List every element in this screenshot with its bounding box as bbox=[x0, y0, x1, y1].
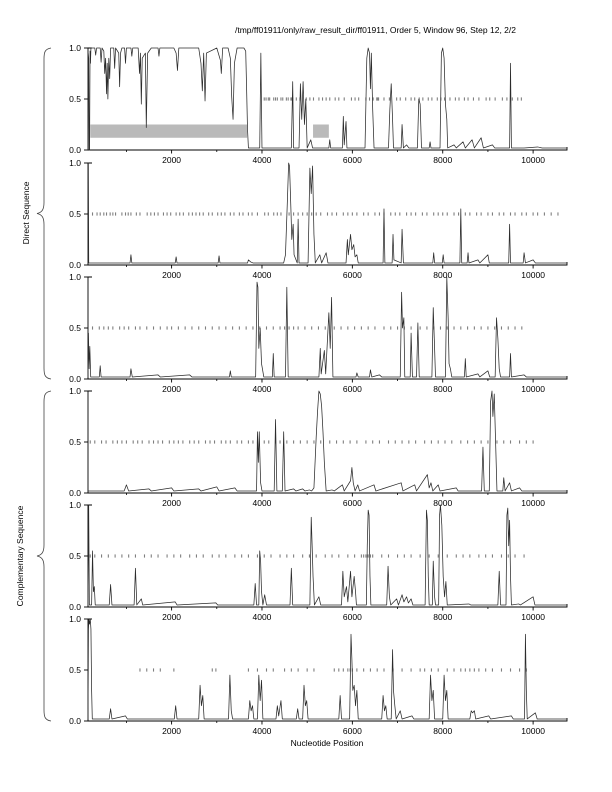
x-tick-label: 10000 bbox=[521, 155, 545, 165]
y-tick-label: 0.0 bbox=[69, 488, 81, 498]
x-tick-label: 4000 bbox=[252, 726, 272, 736]
x-tick-label: 6000 bbox=[342, 498, 362, 508]
panel-direct-frame-2 bbox=[69, 158, 567, 280]
x-tick-label: 4000 bbox=[252, 498, 272, 508]
y-tick-label: 0.5 bbox=[69, 665, 81, 675]
panel-direct-frame-3 bbox=[69, 272, 567, 394]
x-tick-label: 2000 bbox=[162, 498, 182, 508]
x-tick-label: 8000 bbox=[433, 498, 453, 508]
y-tick-label: 1.0 bbox=[69, 158, 81, 168]
codon-markers bbox=[93, 326, 522, 329]
panel-direct-frame-1 bbox=[69, 43, 567, 165]
x-tick-label: 8000 bbox=[433, 270, 453, 280]
x-tick-label: 10000 bbox=[521, 612, 545, 622]
panel-complementary-frame-1 bbox=[69, 386, 567, 508]
coding-potential-curve bbox=[88, 391, 567, 491]
predicted-gene-box bbox=[313, 125, 329, 138]
x-tick-label: 8000 bbox=[433, 384, 453, 394]
panel-complementary-frame-3 bbox=[69, 614, 567, 736]
y-tick-label: 0.0 bbox=[69, 145, 81, 155]
y-tick-label: 0.0 bbox=[69, 260, 81, 270]
x-tick-label: 10000 bbox=[521, 726, 545, 736]
y-tick-label: 0.5 bbox=[69, 94, 81, 104]
y-tick-label: 1.0 bbox=[69, 500, 81, 510]
x-tick-label: 10000 bbox=[521, 384, 545, 394]
x-tick-label: 2000 bbox=[162, 384, 182, 394]
panel-complementary-frame-2 bbox=[69, 500, 567, 622]
x-tick-label: 8000 bbox=[433, 612, 453, 622]
coding-potential-curve bbox=[88, 505, 567, 605]
x-tick-label: 6000 bbox=[342, 726, 362, 736]
y-tick-label: 0.5 bbox=[69, 437, 81, 447]
x-tick-label: 4000 bbox=[252, 612, 272, 622]
y-tick-label: 1.0 bbox=[69, 386, 81, 396]
x-tick-label: 6000 bbox=[342, 270, 362, 280]
complementary-group-brace bbox=[37, 391, 51, 721]
direct-sequence-label: Direct Sequence bbox=[21, 181, 31, 245]
y-tick-label: 0.5 bbox=[69, 551, 81, 561]
x-tick-label: 4000 bbox=[252, 155, 272, 165]
x-tick-label: 6000 bbox=[342, 155, 362, 165]
codon-markers bbox=[140, 668, 526, 671]
x-tick-label: 2000 bbox=[162, 270, 182, 280]
direct-group-brace bbox=[37, 48, 51, 379]
x-tick-label: 4000 bbox=[252, 270, 272, 280]
plot-title: /tmp/ff01911/only/raw_result_dir/ff01911, Order 5, Window 96, Step 12, 2/2 bbox=[235, 25, 516, 35]
x-tick-label: 10000 bbox=[521, 270, 545, 280]
y-tick-label: 1.0 bbox=[69, 614, 81, 624]
y-tick-label: 0.5 bbox=[69, 323, 81, 333]
y-tick-label: 0.0 bbox=[69, 602, 81, 612]
x-tick-label: 8000 bbox=[433, 155, 453, 165]
y-tick-label: 0.5 bbox=[69, 209, 81, 219]
x-tick-label: 10000 bbox=[521, 498, 545, 508]
codon-markers bbox=[90, 440, 533, 443]
x-axis-label: Nucleotide Position bbox=[290, 738, 364, 748]
x-tick-label: 6000 bbox=[342, 384, 362, 394]
y-tick-label: 1.0 bbox=[69, 43, 81, 53]
x-tick-label: 8000 bbox=[433, 726, 453, 736]
complementary-sequence-label: Complementary Sequence bbox=[15, 505, 25, 607]
x-tick-label: 6000 bbox=[342, 612, 362, 622]
codon-markers bbox=[90, 554, 524, 557]
axis-frame bbox=[88, 391, 567, 493]
x-tick-label: 4000 bbox=[252, 384, 272, 394]
x-tick-label: 2000 bbox=[162, 155, 182, 165]
y-tick-label: 0.0 bbox=[69, 716, 81, 726]
codon-markers bbox=[93, 212, 558, 215]
x-tick-label: 2000 bbox=[162, 612, 182, 622]
axis-frame bbox=[88, 505, 567, 607]
y-tick-label: 0.0 bbox=[69, 374, 81, 384]
y-tick-label: 1.0 bbox=[69, 272, 81, 282]
x-tick-label: 2000 bbox=[162, 726, 182, 736]
predicted-gene-box bbox=[90, 125, 247, 138]
